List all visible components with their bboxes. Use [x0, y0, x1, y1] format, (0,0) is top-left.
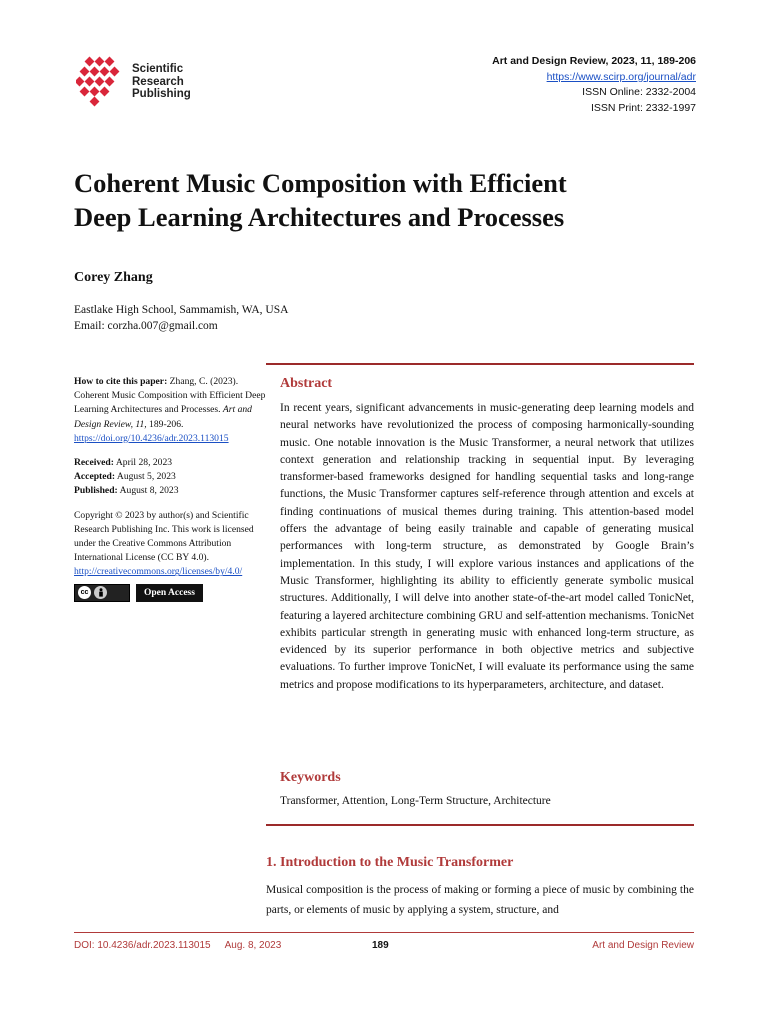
intro-paragraph: Musical composition is the process of making or forming a piece of music by combining the parts, or elements of music by applying a system, structure, and — [266, 884, 694, 916]
copyright-text: Copyright © 2023 by author(s) and Scientific Research Publishing Inc. This work is licensed under the Creative Commons Attribution International License (CC BY 4.0). — [74, 509, 254, 564]
journal-url-link[interactable]: https://www.scirp.org/journal/adr — [546, 70, 696, 83]
accepted-date: August 5, 2023 — [115, 471, 176, 483]
cc-icon: cc — [78, 586, 91, 599]
footer-doi-date — [74, 940, 281, 951]
cc-by-badge[interactable] — [74, 584, 130, 602]
issn-online: ISSN Online: 2332-2004 — [582, 86, 696, 98]
abstract-top-rule — [266, 363, 694, 365]
published-label: Published: — [74, 485, 118, 497]
published-date: August 8, 2023 — [117, 485, 179, 497]
abstract-heading: Abstract — [280, 376, 333, 391]
page-number: 189 — [372, 940, 389, 951]
accepted-label: Accepted: — [74, 471, 116, 483]
sidebar-metadata — [74, 375, 266, 602]
author-name: Corey Zhang — [74, 270, 153, 285]
open-access-badge: Open Access — [136, 584, 203, 602]
journal-citation: Art and Design Review, 2023, 11, 189-206 — [492, 55, 696, 67]
footer-date: Aug. 8, 2023 — [224, 940, 282, 951]
section-heading-intro: 1. Introduction to the Music Transformer — [266, 855, 514, 870]
author-affiliation — [74, 302, 288, 334]
cite-text: Zhang, C. (2023). Coherent Music Composition with Efficient Deep Learning Architectures and Processes. — [74, 376, 266, 416]
publisher-name — [132, 63, 191, 101]
cite-doi-link[interactable]: https://doi.org/10.4236/adr.2023.113015 — [74, 432, 229, 444]
publisher-line-1: Scientific — [132, 63, 184, 75]
journal-info — [492, 54, 696, 116]
cite-pages: 189-206. — [146, 418, 184, 430]
paper-title-line-1: Coherent Music Composition with Efficient — [74, 168, 567, 198]
affiliation-text: Eastlake High School, Sammamish, WA, USA — [74, 304, 289, 316]
cite-journal: Art and Design Review, 11, — [74, 404, 252, 430]
received-date: April 28, 2023 — [113, 457, 173, 469]
footer-doi[interactable]: DOI: 10.4236/adr.2023.113015 — [74, 940, 211, 951]
by-person-icon — [94, 586, 107, 599]
cite-label: How to cite this paper: — [74, 376, 168, 387]
dates-block — [74, 456, 266, 499]
received-label: Received: — [74, 457, 114, 469]
keywords-heading: Keywords — [280, 770, 341, 785]
keywords-bottom-rule — [266, 824, 694, 826]
author-email[interactable]: Email: corzha.007@gmail.com — [74, 320, 218, 332]
footer-journal: Art and Design Review — [592, 940, 694, 951]
paper-title — [74, 166, 714, 234]
citation-block — [74, 375, 266, 446]
abstract-body: In recent years, significant advancements in music-generating deep learning models and neural networks have revolutionized the process of composing harmonically-sounding music. One notable innovation is the Music Transformer, a neural network that utilizes context generation and relationship tracking in sequential input. By leveraging transformer-based frameworks designed for handling sequential tasks and long-range functions, the Music Transformer captures self-reference through attention and excels at finding continuations of musical themes during training. This attention-based model offers the advantage of being easily trainable and capable of generating musical performances with long-term structure, as demonstrated by Google Brain’s implementation. In this study, I will explore various instances and applications of the Music Transformer, highlighting its ability to efficiently generate symbolic musical structures. Additionally, I will delve into another state-of-the-art model called TonicNet, featuring a layered architecture combining GRU and self-attention mechanisms. TonicNet exhibits particular strength in generating music with enhanced long-term structure, as evidenced by its superior performance in both objective metrics and subjective evaluations. To further improve TonicNet, I will evaluate its performance using the same metrics and propose modifications to its hyperparameters, architecture, and dataset. — [280, 402, 694, 691]
publisher-line-3: Publishing — [132, 88, 191, 100]
license-link[interactable]: http://creativecommons.org/licenses/by/4.0/ — [74, 566, 243, 578]
paper-title-line-2: Deep Learning Architectures and Processes — [74, 202, 565, 232]
license-badges — [74, 584, 266, 602]
footer-rule — [74, 932, 694, 933]
keywords-body: Transformer, Attention, Long-Term Structure, Architecture — [280, 795, 551, 807]
publisher-line-2: Research — [132, 75, 184, 88]
issn-print: ISSN Print: 2332-1997 — [590, 101, 696, 114]
